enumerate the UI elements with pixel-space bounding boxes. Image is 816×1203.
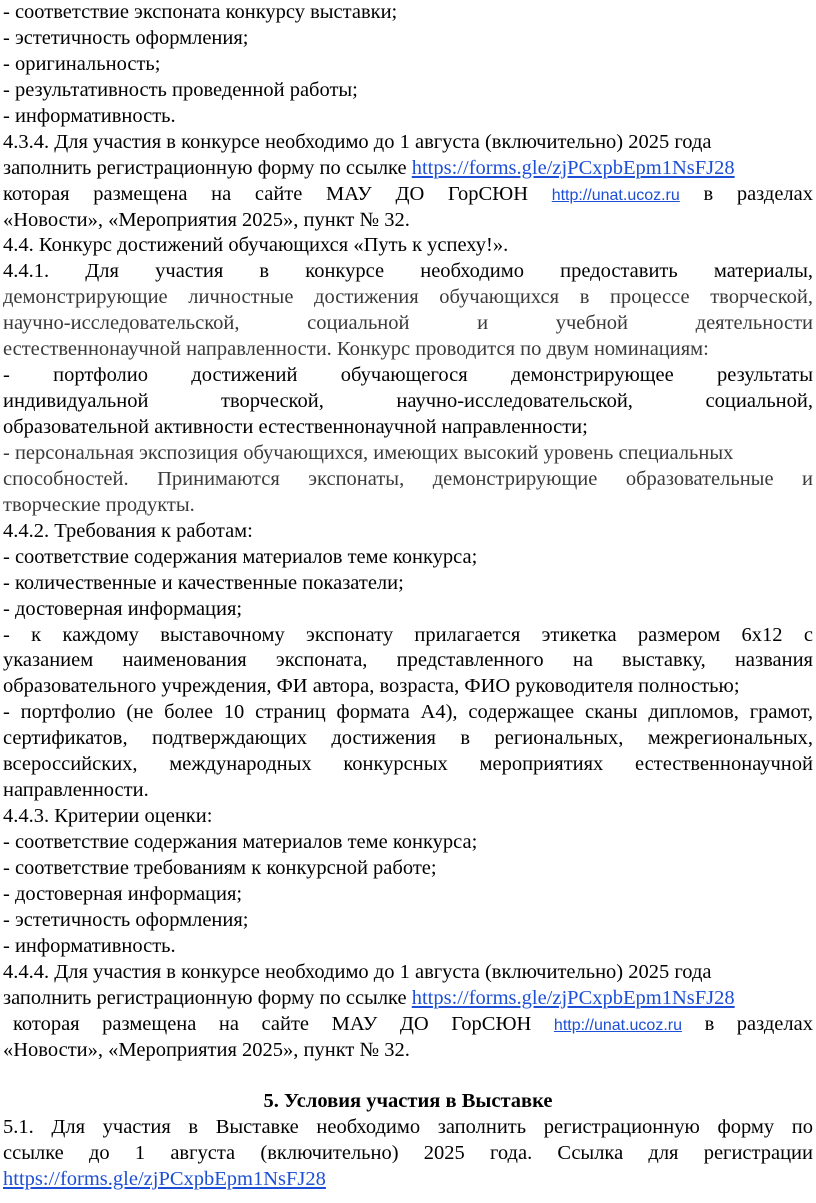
paragraph-line: индивидуальной творческой, научно-исследовательской, социальной,	[3, 390, 813, 413]
list-item: - результативность проведенной работы;	[3, 78, 358, 101]
section-heading: 5. Условия участия в Выставке	[263, 1090, 553, 1113]
list-item: - достоверная информация;	[3, 597, 243, 620]
paragraph-line: способностей. Принимаются экспонаты, демонстрирующие образовательные и	[3, 467, 813, 490]
paragraph-line	[3, 182, 813, 208]
site-link[interactable]: http://unat.ucoz.ru	[551, 186, 680, 204]
list-item: - соответствие экспоната конкурсу выставки;	[3, 1, 398, 23]
paragraph-line: всероссийских, международных конкурсных мероприятиях естественнонаучной	[3, 753, 813, 776]
list-item: - достоверная информация;	[3, 882, 243, 905]
paragraph-line: творческие продукты.	[3, 493, 195, 516]
text-fragment: которая размещена на сайте МАУ ДО ГорСЮН	[3, 182, 529, 205]
paragraph-line: демонстрирующие личностные достижения обучающихся в процессе творческой,	[3, 286, 813, 309]
paragraph-line: 4.4.4. Для участия в конкурсе необходимо до 1 августа (включительно) 2025 года	[3, 960, 712, 983]
list-item: - персональная экспозиция обучающихся, имеющих высокий уровень специальных	[3, 441, 734, 464]
paragraph-line	[3, 1167, 813, 1193]
list-item: - к каждому выставочному экспонату прилагается этикетка размером 6х12 с	[3, 623, 813, 646]
blank-line	[3, 1063, 813, 1089]
form-link[interactable]: https://forms.gle/zjPCxpbEpm1NsFJ28	[411, 986, 735, 1009]
list-item: - эстетичность оформления;	[3, 908, 249, 931]
paragraph-line: 4.4.3. Критерии оценки:	[3, 805, 213, 828]
paragraph-line: 4.4. Конкурс достижений обучающихся «Путь к успеху!».	[3, 234, 509, 257]
paragraph-line	[3, 156, 813, 182]
site-link[interactable]: http://unat.ucoz.ru	[553, 1016, 682, 1034]
paragraph-line: образовательного учреждения, ФИ автора, возраста, ФИО руководителя полностью;	[3, 675, 740, 698]
form-link[interactable]: https://forms.gle/zjPCxpbEpm1NsFJ28	[3, 1168, 326, 1191]
list-item: - соответствие содержания материалов теме конкурса;	[3, 831, 478, 853]
paragraph-line: 4.4.2. Требования к работам:	[3, 519, 253, 542]
paragraph-line: образовательной активности естественнонаучной направленности;	[3, 416, 588, 438]
list-item: - информативность.	[3, 104, 176, 127]
list-item: - соответствие содержания материалов теме конкурса;	[3, 545, 478, 568]
text-fragment: которая размещена на сайте МАУ ДО ГорСЮН	[13, 1012, 532, 1035]
paragraph-line: научно-исследовательской, социальной и учебной деятельности	[3, 312, 813, 335]
text-fragment: заполнить регистрационную форму по ссылке	[3, 156, 412, 179]
paragraph-line	[3, 1012, 813, 1038]
paragraph-line: 5.1. Для участия в Выставке необходимо заполнить регистрационную форму по	[3, 1116, 813, 1139]
paragraph-line: указанием наименования экспоната, представленного на выставку, названия	[3, 649, 813, 672]
paragraph-line: «Новости», «Мероприятия 2025», пункт № 32.	[3, 1038, 410, 1061]
list-item: - портфолио (не более 10 страниц формата А4), содержащее сканы дипломов, грамот,	[3, 701, 813, 724]
form-link[interactable]: https://forms.gle/zjPCxpbEpm1NsFJ28	[411, 156, 735, 179]
text-fragment: заполнить регистрационную форму по ссылке	[3, 986, 412, 1009]
paragraph-line: 4.3.4. Для участия в конкурсе необходимо до 1 августа (включительно) 2025 года	[3, 130, 712, 153]
list-item: - портфолио достижений обучающегося демонстрирующее результаты	[3, 364, 813, 387]
list-item: - эстетичность оформления;	[3, 26, 249, 49]
list-item: - информативность.	[3, 934, 176, 957]
paragraph-line: направленности.	[3, 779, 149, 802]
text-fragment: в разделах	[704, 1012, 813, 1035]
paragraph-line: 4.4.1. Для участия в конкурсе необходимо предоставить материалы,	[3, 260, 813, 283]
text-fragment: в разделах	[703, 182, 814, 205]
paragraph-line: сертификатов, подтверждающих достижения в региональных, межрегиональных,	[3, 727, 813, 750]
paragraph-line: естественнонаучной направленности. Конкурс проводится по двум номинациям:	[3, 338, 709, 361]
paragraph-line: «Новости», «Мероприятия 2025», пункт № 32.	[3, 208, 410, 231]
paragraph-line: ссылке до 1 августа (включительно) 2025 года. Ссылка для регистрации	[3, 1142, 813, 1165]
list-item: - соответствие требованиям к конкурсной работе;	[3, 856, 437, 879]
list-item: - количественные и качественные показатели;	[3, 571, 404, 594]
paragraph-line	[3, 986, 813, 1012]
list-item: - оригинальность;	[3, 52, 161, 75]
